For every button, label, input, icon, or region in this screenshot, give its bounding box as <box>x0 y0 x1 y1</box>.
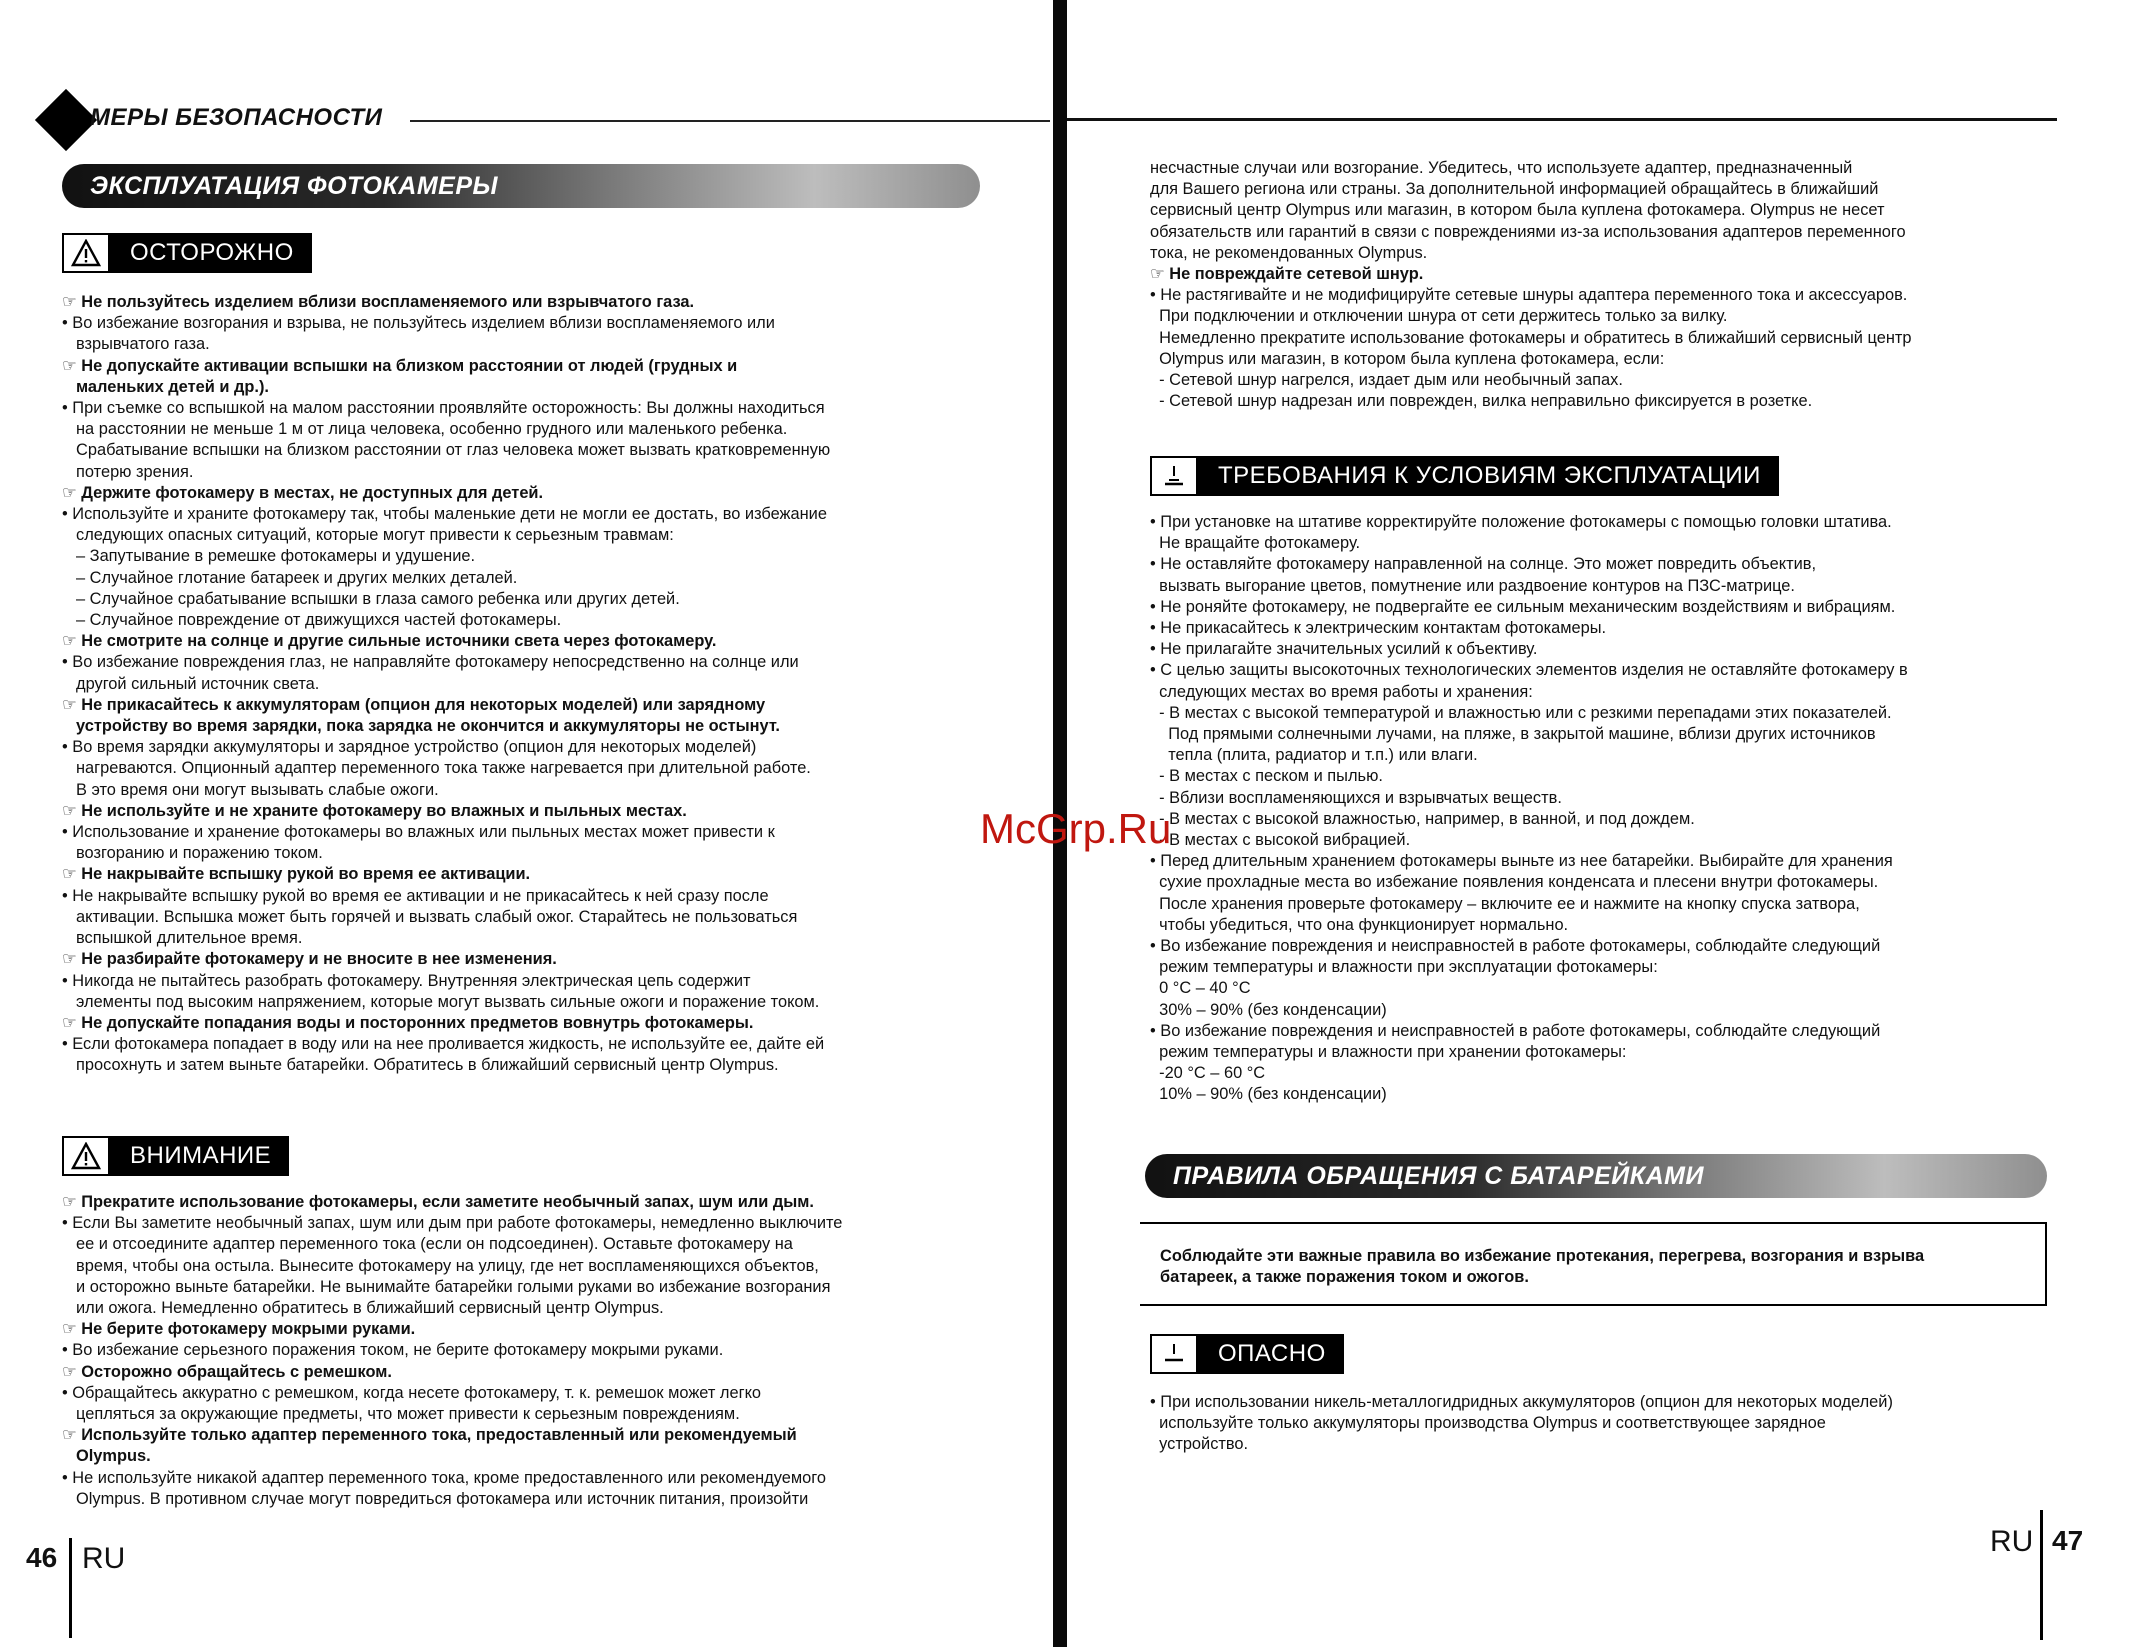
text-line: обязательств или гарантий в связи с повреждениями из-за использования адаптеров переменного <box>1150 222 1906 241</box>
text-line: ☞ Не смотрите на солнце и другие сильные источники света через фотокамеру. <box>62 631 1022 652</box>
text-line: ☞ Не берите фотокамеру мокрыми руками. <box>62 1319 1022 1340</box>
page-number-left: 46 <box>26 1542 58 1573</box>
text-line: • Во избежание повреждения глаз, не направляйте фотокамеру непосредственно на солнце или <box>62 652 1022 673</box>
text-line: • Не прилагайте значительных усилий к объективу. <box>1150 640 1538 659</box>
text-line: – Случайное срабатывание вспышки в глаза самого ребенка или других детей. <box>76 589 680 608</box>
text-line: • Во избежание возгорания и взрыва, не пользуйтесь изделием вблизи воспламеняемого или <box>62 313 1022 334</box>
text-line: ☞ Не прикасайтесь к аккумуляторам (опцион для некоторых моделей) или зарядному <box>62 695 1022 716</box>
danger-text-block <box>1150 1392 2050 1456</box>
section-diamond-icon <box>35 89 97 151</box>
text-line: ☞ Не пользуйтесь изделием вблизи воспламеняемого или взрывчатого газа. <box>62 292 1022 313</box>
text-line: • Перед длительным хранением фотокамеры выньте из нее батарейки. Выбирайте для хранения <box>1150 852 1893 871</box>
text-line: - Сетевой шнур нагрелся, издает дым или необычный запах. <box>1150 371 1623 390</box>
text-line: • Во избежание повреждения и неисправностей в работе фотокамеры, соблюдайте следующий <box>1150 1021 1881 1040</box>
text-line: сухие прохладные места во избежание появления конденсата и плесени внутри фотокамеры. <box>1150 873 1879 892</box>
text-line: • Во избежание серьезного поражения током, не берите фотокамеру мокрыми руками. <box>62 1340 1022 1361</box>
warning-triangle-icon <box>62 233 110 273</box>
header-rule-right <box>1067 118 2057 121</box>
tripod-caution-icon <box>1150 456 1198 496</box>
text-line: потерю зрения. <box>76 462 194 481</box>
text-line: вспышкой длительное время. <box>76 929 303 948</box>
caution-label-text: ВНИМАНИЕ <box>110 1136 289 1176</box>
text-line: При подключении и отключении шнура от сети держитесь только за вилку. <box>1150 307 1728 326</box>
text-line: После хранения проверьте фотокамеру – включите ее и нажмите на кнопку спуска затвора, <box>1150 894 1860 913</box>
text-line: – Случайное повреждение от движущихся частей фотокамеры. <box>76 611 562 630</box>
caution-text-block <box>62 1192 1022 1510</box>
text-line: ☞ Прекратите использование фотокамеры, если заметите необычный запах, шум или дым. <box>62 1192 1022 1213</box>
text-line: • Во избежание повреждения и неисправностей в работе фотокамеры, соблюдайте следующий <box>1150 937 1881 956</box>
section-title: МЕРЫ БЕЗОПАСНОСТИ <box>90 104 383 131</box>
text-line: • Не прикасайтесь к электрическим контактам фотокамеры. <box>1150 619 1607 638</box>
page-number-right: 47 <box>2052 1525 2084 1556</box>
danger-label-text: ОПАСНО <box>1198 1334 1344 1374</box>
text-line: • Не накрывайте вспышку рукой во время ее активации и не прикасайтесь к ней сразу после <box>62 886 1022 907</box>
text-line: ☞ Используйте только адаптер переменного тока, предоставленный или рекомендуемый <box>62 1425 1022 1446</box>
warning-label-text: ОСТОРОЖНО <box>110 233 312 273</box>
text-line: Olympus. <box>76 1447 151 1466</box>
text-line: активации. Вспышка может быть горячей и вызвать слабый ожог. Старайтесь не пользоваться <box>76 907 798 926</box>
text-line: нагреваются. Опционный адаптер переменного тока также нагревается при длительной работе. <box>76 759 811 778</box>
text-line: используйте только аккумуляторы производства Olympus и соответствующее зарядное <box>1150 1414 1826 1433</box>
requirements-label <box>1150 456 1779 496</box>
text-line: - В местах с высокой температурой и влажностью или с резкими перепадами этих показателей. <box>1150 703 1892 722</box>
text-line: В это время они могут вызывать слабые ожоги. <box>76 780 439 799</box>
text-line: сервисный центр Olympus или магазин, в котором была куплена фотокамера. Olympus не несет <box>1150 201 1885 220</box>
text-line: -20 °C – 60 °C <box>1150 1064 1266 1083</box>
language-code-left: RU <box>82 1542 126 1575</box>
text-line: взрывчатого газа. <box>76 335 210 354</box>
text-line: – Запутывание в ремешке фотокамеры и удушение. <box>76 547 476 566</box>
text-line: устройству во время зарядки, пока зарядка не окончится и аккумуляторы не остынут. <box>76 717 780 736</box>
text-line: маленьких детей и др.). <box>76 377 269 396</box>
text-line: время, чтобы она остыла. Вынесите фотокамеру на улицу, где нет воспламеняющихся объектов, <box>76 1256 819 1275</box>
text-line: ☞ Осторожно обращайтесь с ремешком. <box>62 1362 1022 1383</box>
text-line: - В местах с высокой влажностью, например, в ванной, и под дождем. <box>1150 809 1695 828</box>
text-line: • Если фотокамера попадает в воду или на нее проливается жидкость, не используйте ее, дайте ей <box>62 1034 1022 1055</box>
text-line: • При установке на штативе корректируйте положение фотокамеры с помощью головки штатива. <box>1150 513 1892 531</box>
battery-rules-banner: ПРАВИЛА ОБРАЩЕНИЯ С БАТАРЕЙКАМИ <box>1145 1154 2047 1198</box>
adapter-continuation-text <box>1150 158 2050 412</box>
requirements-text-block <box>1150 512 2050 1106</box>
caution-triangle-icon <box>62 1136 110 1176</box>
text-line: режим температуры и влажности при эксплуатации фотокамеры: <box>1150 958 1658 977</box>
language-code-right: RU <box>1990 1525 2034 1558</box>
text-line: • При съемке со вспышкой на малом расстоянии проявляйте осторожность: Вы должны находиться <box>62 398 1022 419</box>
text-line: или ожога. Немедленно обратитесь в ближайший сервисный центр Olympus. <box>76 1299 664 1318</box>
text-line: • Используйте и храните фотокамеру так, чтобы маленькие дети не могли ее достать, во избежание <box>62 504 1022 525</box>
text-line: Не вращайте фотокамеру. <box>1150 534 1361 553</box>
text-line: на расстоянии не меньше 1 м от лица человека, особенно грудного или маленького ребенка. <box>76 420 788 439</box>
text-line: чтобы убедиться, что она функционирует нормально. <box>1150 915 1569 934</box>
text-line: ☞ Не разбирайте фотокамеру и не вносите в нее изменения. <box>62 949 1022 970</box>
text-line: ее и отсоедините адаптер переменного тока (если он подсоединен). Оставьте фотокамеру на <box>76 1235 793 1254</box>
text-line: • Не оставляйте фотокамеру направленной на солнце. Это может повредить объектив, <box>1150 555 1817 574</box>
text-line: • Во время зарядки аккумуляторы и зарядное устройство (опцион для некоторых моделей) <box>62 737 1022 758</box>
text-line: цепляться за окружающие предметы, что может привести к серьезным повреждениям. <box>76 1405 740 1424</box>
text-line: возгоранию и поражению током. <box>76 844 323 863</box>
text-line: тока, не рекомендованных Olympus. <box>1150 243 1428 262</box>
text-line: - В местах с высокой вибрацией. <box>1150 831 1411 850</box>
caution-label <box>62 1136 289 1176</box>
text-line: и осторожно выньте батарейки. Не вынимайте батарейки голыми руками во избежание возгорания <box>76 1277 831 1296</box>
text-line: • При использовании никель-металлогидридных аккумуляторов (опцион для некоторых моделей) <box>1150 1393 1893 1411</box>
page-divider-right <box>2040 1510 2043 1640</box>
battery-rules-note: Соблюдайте эти важные правила во избежание протекания, перегрева, возгорания и взрыва батареек, а также поражения током и ожогов. <box>1140 1222 2047 1306</box>
text-line: Немедленно прекратите использование фотокамеры и обратитесь в ближайший сервисный центр <box>1150 328 1912 347</box>
text-line: другой сильный источник света. <box>76 674 320 693</box>
text-line: • Обращайтесь аккуратно с ремешком, когда несете фотокамеру, т. к. ремешок может легко <box>62 1383 1022 1404</box>
text-line: тепла (плита, радиатор и т.п.) или влаги. <box>1150 746 1478 765</box>
header-rule-left <box>410 120 1050 122</box>
page-divider-left <box>69 1538 72 1638</box>
danger-icon <box>1150 1334 1198 1374</box>
text-line: ☞ Не повреждайте сетевой шнур. <box>1150 265 1424 284</box>
warning-label <box>62 233 312 273</box>
text-line: элементы под высоким напряжением, которые могут вызвать сильные ожоги и поражение током. <box>76 992 820 1011</box>
danger-label <box>1150 1334 1344 1374</box>
text-line: просохнуть и затем выньте батарейки. Обратитесь в ближайший сервисный центр Olympus. <box>76 1056 779 1075</box>
warning-text-block <box>62 292 1022 1077</box>
text-line: вызвать выгорание цветов, помутнение или раздвоение контуров на ПЗС-матрице. <box>1150 576 1795 595</box>
text-line: устройство. <box>1150 1435 1249 1454</box>
text-line: • Если Вы заметите необычный запах, шум или дым при работе фотокамеры, немедленно выключите <box>62 1213 1022 1234</box>
text-line: режим температуры и влажности при хранении фотокамеры: <box>1150 1043 1627 1062</box>
text-line: • С целью защиты высокоточных технологических элементов изделия не оставляйте фотокамеру в <box>1150 661 1908 680</box>
text-line: ☞ Не используйте и не храните фотокамеру во влажных и пыльных местах. <box>62 801 1022 822</box>
text-line: ☞ Держите фотокамеру в местах, не доступных для детей. <box>62 483 1022 504</box>
requirements-label-text: ТРЕБОВАНИЯ К УСЛОВИЯМ ЭКСПЛУАТАЦИИ <box>1198 456 1779 496</box>
text-line: • Использование и хранение фотокамеры во влажных или пыльных местах может привести к <box>62 822 1022 843</box>
text-line: 10% – 90% (без конденсации) <box>1150 1085 1387 1104</box>
text-line: • Не используйте никакой адаптер переменного тока, кроме предоставленного или рекомендуемого <box>62 1468 1022 1489</box>
text-line: для Вашего региона или страны. За дополнительной информацией обращайтесь в ближайший <box>1150 180 1879 199</box>
text-line: Под прямыми солнечными лучами, на пляже, в закрытой машине, вблизи других источников <box>1150 725 1876 744</box>
text-line: • Никогда не пытайтесь разобрать фотокамеру. Внутренняя электрическая цепь содержит <box>62 971 1022 992</box>
text-line: - В местах с песком и пылью. <box>1150 767 1383 786</box>
text-line: • Не растягивайте и не модифицируйте сетевые шнуры адаптера переменного тока и аксессуаров. <box>1150 286 1908 305</box>
text-line: Olympus или магазин, в котором была куплена фотокамера, если: <box>1150 349 1665 368</box>
text-line: ☞ Не допускайте попадания воды и посторонних предметов вовнутрь фотокамеры. <box>62 1013 1022 1034</box>
text-line: несчастные случаи или возгорание. Убедитесь, что используете адаптер, предназначенный <box>1150 159 1853 177</box>
text-line: • Не роняйте фотокамеру, не подвергайте ее сильным механическим воздействиям и вибрациям. <box>1150 597 1896 616</box>
text-line: ☞ Не допускайте активации вспышки на близком расстоянии от людей (грудных и <box>62 356 1022 377</box>
text-line: - Сетевой шнур надрезан или поврежден, вилка неправильно фиксируется в розетке. <box>1150 392 1813 411</box>
text-line: Срабатывание вспышки на близком расстоянии от глаз человека может вызвать кратковременную <box>76 441 831 460</box>
text-line: – Случайное глотание батареек и других мелких деталей. <box>76 568 518 587</box>
text-line: 0 °C – 40 °C <box>1150 979 1251 998</box>
text-line: следующих опасных ситуаций, которые могут привести к серьезным травмам: <box>76 526 674 545</box>
text-line: Olympus. В противном случае могут повредиться фотокамера или источник питания, произойти <box>76 1489 809 1508</box>
text-line: следующих местах во время работы и хранения: <box>1150 682 1533 701</box>
camera-operation-banner: ЭКСПЛУАТАЦИЯ ФОТОКАМЕРЫ <box>62 164 980 208</box>
text-line: - Вблизи воспламеняющихся и взрывчатых веществ. <box>1150 788 1562 807</box>
text-line: ☞ Не накрывайте вспышку рукой во время ее активации. <box>62 864 1022 885</box>
watermark: McGrp.Ru <box>980 805 1172 852</box>
text-line: 30% – 90% (без конденсации) <box>1150 1000 1387 1019</box>
